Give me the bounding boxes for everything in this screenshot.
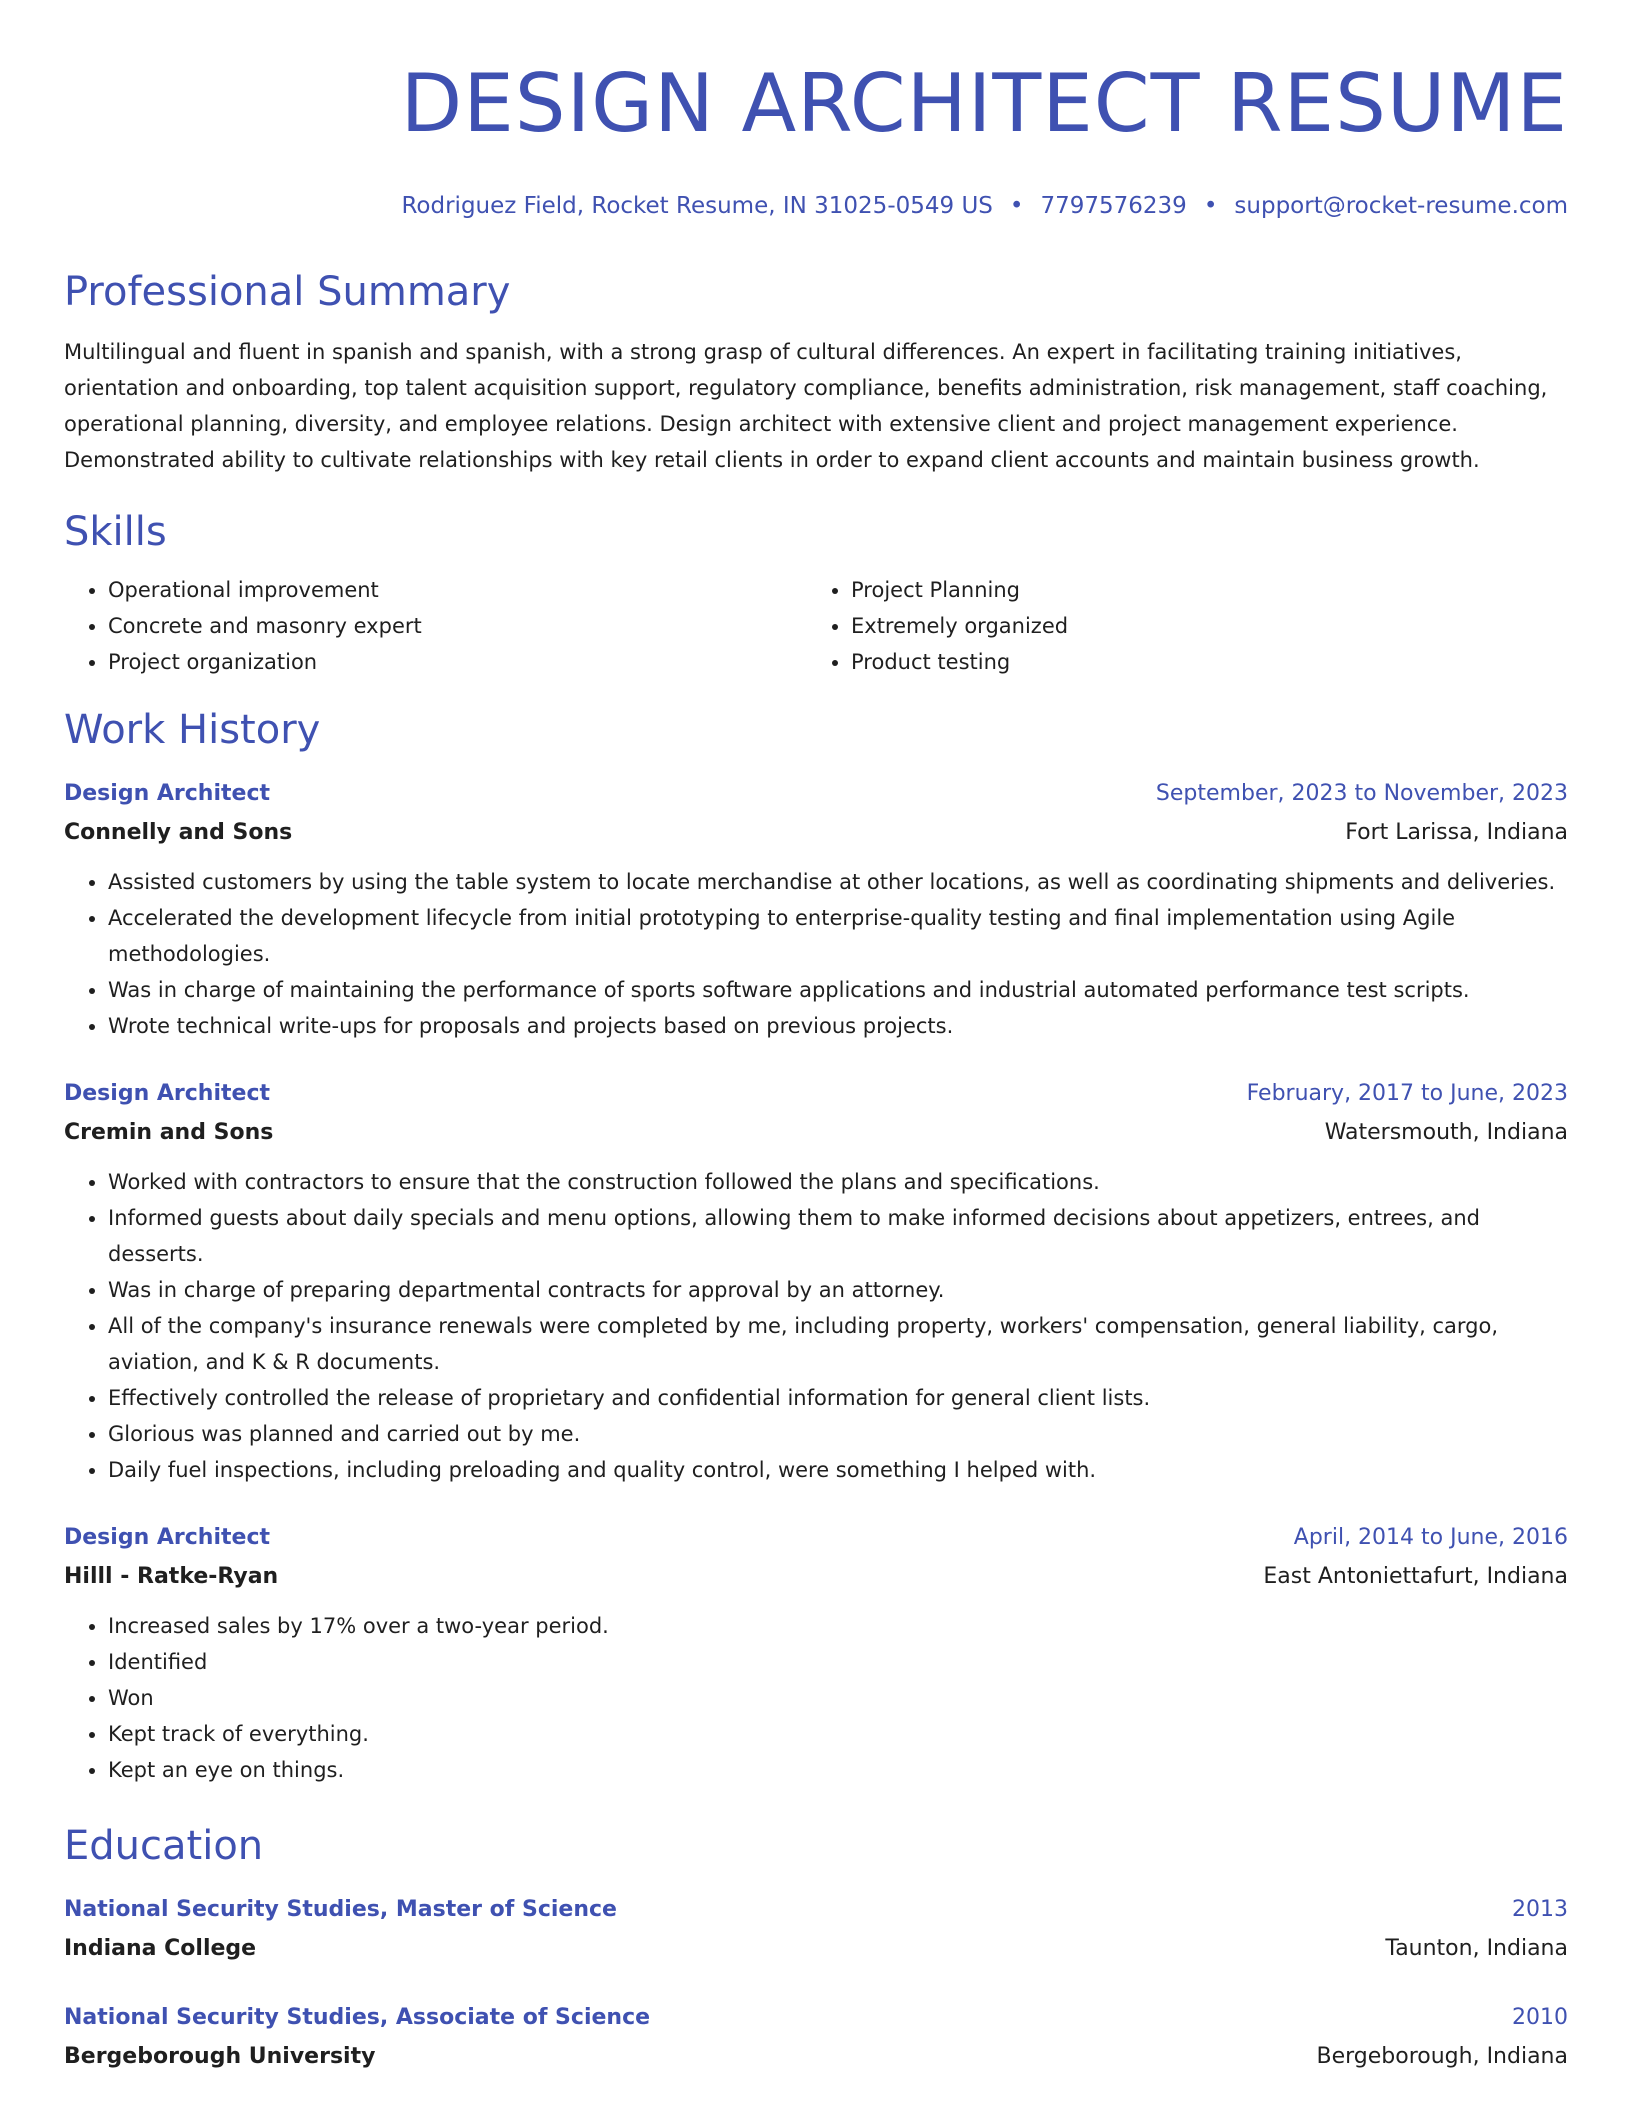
education-school: Indiana College <box>64 1936 257 1961</box>
skills-list <box>64 572 1568 680</box>
job-company: Connelly and Sons <box>64 820 293 845</box>
education-degree: National Security Studies, Associate of Science <box>64 2005 651 2030</box>
education-location: Taunton, Indiana <box>1385 1936 1568 1961</box>
contact-separator: • <box>1009 193 1024 219</box>
education-entry <box>64 1998 1568 2076</box>
job-dates: September, 2023 to November, 2023 <box>1155 781 1568 806</box>
job-bullet: • Worked with contractors to ensure that the construction followed the plans and specifications. <box>108 1164 1568 1200</box>
job-role: Design Architect <box>64 781 271 806</box>
contact-email[interactable]: support@rocket-resume.com <box>1234 193 1568 219</box>
education-year: 2010 <box>1512 2005 1568 2030</box>
job-bullet: • All of the company's insurance renewals were completed by me, including property, workers' compensation, general liability, cargo, aviation, and K & R documents. <box>108 1308 1568 1380</box>
job-dates: February, 2017 to June, 2023 <box>1246 1081 1568 1106</box>
job-bullets <box>64 1164 1568 1488</box>
education-school: Bergeborough University <box>64 2044 376 2069</box>
job-bullet: • Identified <box>108 1644 1568 1680</box>
skill-item: • Extremely organized <box>851 608 1568 644</box>
job-bullet: • Effectively controlled the release of proprietary and confidential information for general client lists. <box>108 1380 1568 1416</box>
job-bullet: • Was in charge of maintaining the performance of sports software applications and industrial automated performance test scripts. <box>108 972 1568 1008</box>
job-bullet: • Glorious was planned and carried out by me. <box>108 1416 1568 1452</box>
contact-address: Rodriguez Field, Rocket Resume, IN 31025-0549 US <box>401 193 993 219</box>
job-company: Hilll - Ratke-Ryan <box>64 1564 279 1589</box>
contact-separator: • <box>1203 193 1218 219</box>
job-bullet: • Informed guests about daily specials and menu options, allowing them to make informed decisions about appetizers, entrees, and desserts. <box>108 1200 1568 1272</box>
job-bullet: • Was in charge of preparing departmental contracts for approval by an attorney. <box>108 1272 1568 1308</box>
job-role: Design Architect <box>64 1525 271 1550</box>
skill-item: • Product testing <box>851 644 1568 680</box>
job-bullet: • Won <box>108 1680 1568 1716</box>
education-entry <box>64 1890 1568 1968</box>
job-bullet: • Accelerated the development lifecycle from initial prototyping to enterprise-quality testing and final implementation using Agile methodologies. <box>108 900 1568 972</box>
job-bullet: • Kept an eye on things. <box>108 1752 1568 1788</box>
skill-item: • Project Planning <box>851 572 1568 608</box>
summary-text: Multilingual and fluent in spanish and spanish, with a strong grasp of cultural differences. An expert in facilitating training initiatives, orientation and onboarding, top talent acquisition support, regulatory compliance, benefits administration, risk management, staff coaching, operational planning, diversity, and employee relations. Design architect with extensive client and project management experience. Demonstrated ability to cultivate relationships with key retail clients in order to expand client accounts and maintain business growth. <box>64 340 1548 472</box>
job-entry <box>64 774 1568 1044</box>
job-company: Cremin and Sons <box>64 1120 274 1145</box>
job-bullet: • Wrote technical write-ups for proposals and projects based on previous projects. <box>108 1008 1568 1044</box>
job-location: Watersmouth, Indiana <box>1324 1120 1568 1145</box>
job-entry <box>64 1074 1568 1488</box>
education-year: 2013 <box>1512 1897 1568 1922</box>
job-bullet: • Kept track of everything. <box>108 1716 1568 1752</box>
skill-item: • Concrete and masonry expert <box>108 608 807 644</box>
job-bullets <box>64 864 1568 1044</box>
job-location: East Antoniettafurt, Indiana <box>1263 1564 1568 1589</box>
education-degree: National Security Studies, Master of Science <box>64 1897 617 1922</box>
job-location: Fort Larissa, Indiana <box>1345 820 1568 845</box>
contact-line <box>64 190 1568 222</box>
skills-column-right <box>807 572 1568 680</box>
skills-heading: Skills <box>64 509 167 555</box>
job-bullet: • Daily fuel inspections, including preloading and quality control, were something I helped with. <box>108 1452 1568 1488</box>
skill-item: • Project organization <box>108 644 807 680</box>
summary-heading: Professional Summary <box>64 269 511 315</box>
resume-title: DESIGN ARCHITECT RESUME <box>400 57 1568 150</box>
skill-item: • Operational improvement <box>108 572 807 608</box>
job-bullet: • Assisted customers by using the table system to locate merchandise at other locations, as well as coordinating shipments and deliveries. <box>108 864 1568 900</box>
job-dates: April, 2014 to June, 2016 <box>1293 1525 1568 1550</box>
skills-column-left <box>64 572 807 680</box>
education-heading: Education <box>64 1823 264 1869</box>
job-bullets <box>64 1608 1568 1788</box>
education-location: Bergeborough, Indiana <box>1316 2044 1568 2069</box>
work-history-heading: Work History <box>64 707 321 753</box>
job-bullet: • Increased sales by 17% over a two-year period. <box>108 1608 1568 1644</box>
job-entry <box>64 1518 1568 1788</box>
job-role: Design Architect <box>64 1081 271 1106</box>
contact-phone: 7797576239 <box>1040 193 1187 219</box>
